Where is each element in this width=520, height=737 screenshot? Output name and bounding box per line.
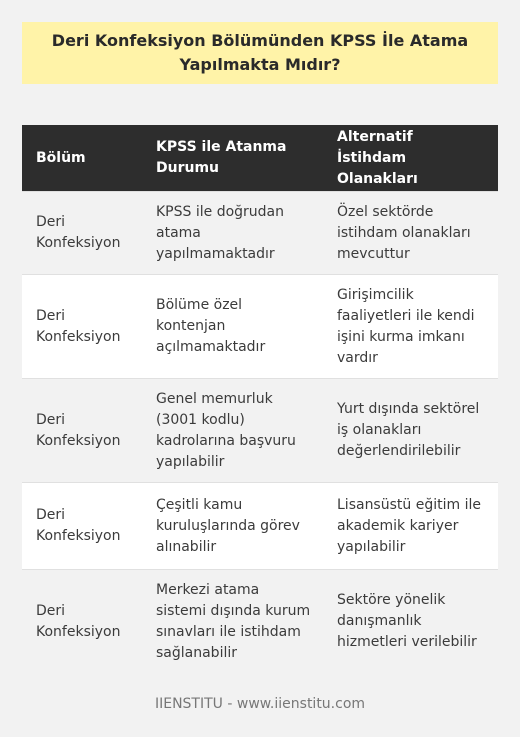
- cell-bolum: Deri Konfeksiyon: [22, 483, 142, 570]
- kpss-table: [22, 125, 498, 673]
- page-title: Deri Konfeksiyon Bölümünden KPSS İle Atama Yapılmakta Mıdır?: [51, 31, 469, 74]
- cell-kpss-durumu: KPSS ile doğrudan atama yapılmamaktadır: [142, 192, 323, 275]
- header-bolum: Bölüm: [22, 125, 142, 192]
- table-row: [22, 483, 498, 570]
- cell-kpss-durumu: Bölüme özel kontenjan açılmamaktadır: [142, 275, 323, 379]
- table-header-row: [22, 125, 498, 192]
- footer-credit: IIENSTITU - www.iienstitu.com: [154, 696, 366, 712]
- cell-kpss-durumu: Çeşitli kamu kuruluşlarında görev alınabilir: [142, 483, 323, 570]
- cell-alternatif-istihdam: Özel sektörde istihdam olanakları mevcuttur: [323, 192, 498, 275]
- cell-bolum: Deri Konfeksiyon: [22, 192, 142, 275]
- cell-kpss-durumu: Merkezi atama sistemi dışında kurum sınavları ile istihdam sağlanabilir: [142, 570, 323, 674]
- table-row: [22, 192, 498, 275]
- table-row: [22, 275, 498, 379]
- cell-alternatif-istihdam: Yurt dışında sektörel iş olanakları değerlendirilebilir: [323, 379, 498, 483]
- cell-bolum: Deri Konfeksiyon: [22, 275, 142, 379]
- page-title-banner: [22, 22, 498, 84]
- cell-bolum: Deri Konfeksiyon: [22, 379, 142, 483]
- header-alternatif-istihdam: Alternatif İstihdam Olanakları: [323, 125, 498, 192]
- cell-alternatif-istihdam: Sektöre yönelik danışmanlık hizmetleri verilebilir: [323, 570, 498, 674]
- cell-kpss-durumu: Genel memurluk (3001 kodlu) kadrolarına başvuru yapılabilir: [142, 379, 323, 483]
- header-kpss-durumu: KPSS ile Atanma Durumu: [142, 125, 323, 192]
- cell-alternatif-istihdam: Girişimcilik faaliyetleri ile kendi işini kurma imkanı vardır: [323, 275, 498, 379]
- cell-alternatif-istihdam: Lisansüstü eğitim ile akademik kariyer yapılabilir: [323, 483, 498, 570]
- cell-bolum: Deri Konfeksiyon: [22, 570, 142, 674]
- table-row: [22, 379, 498, 483]
- table-row: [22, 570, 498, 674]
